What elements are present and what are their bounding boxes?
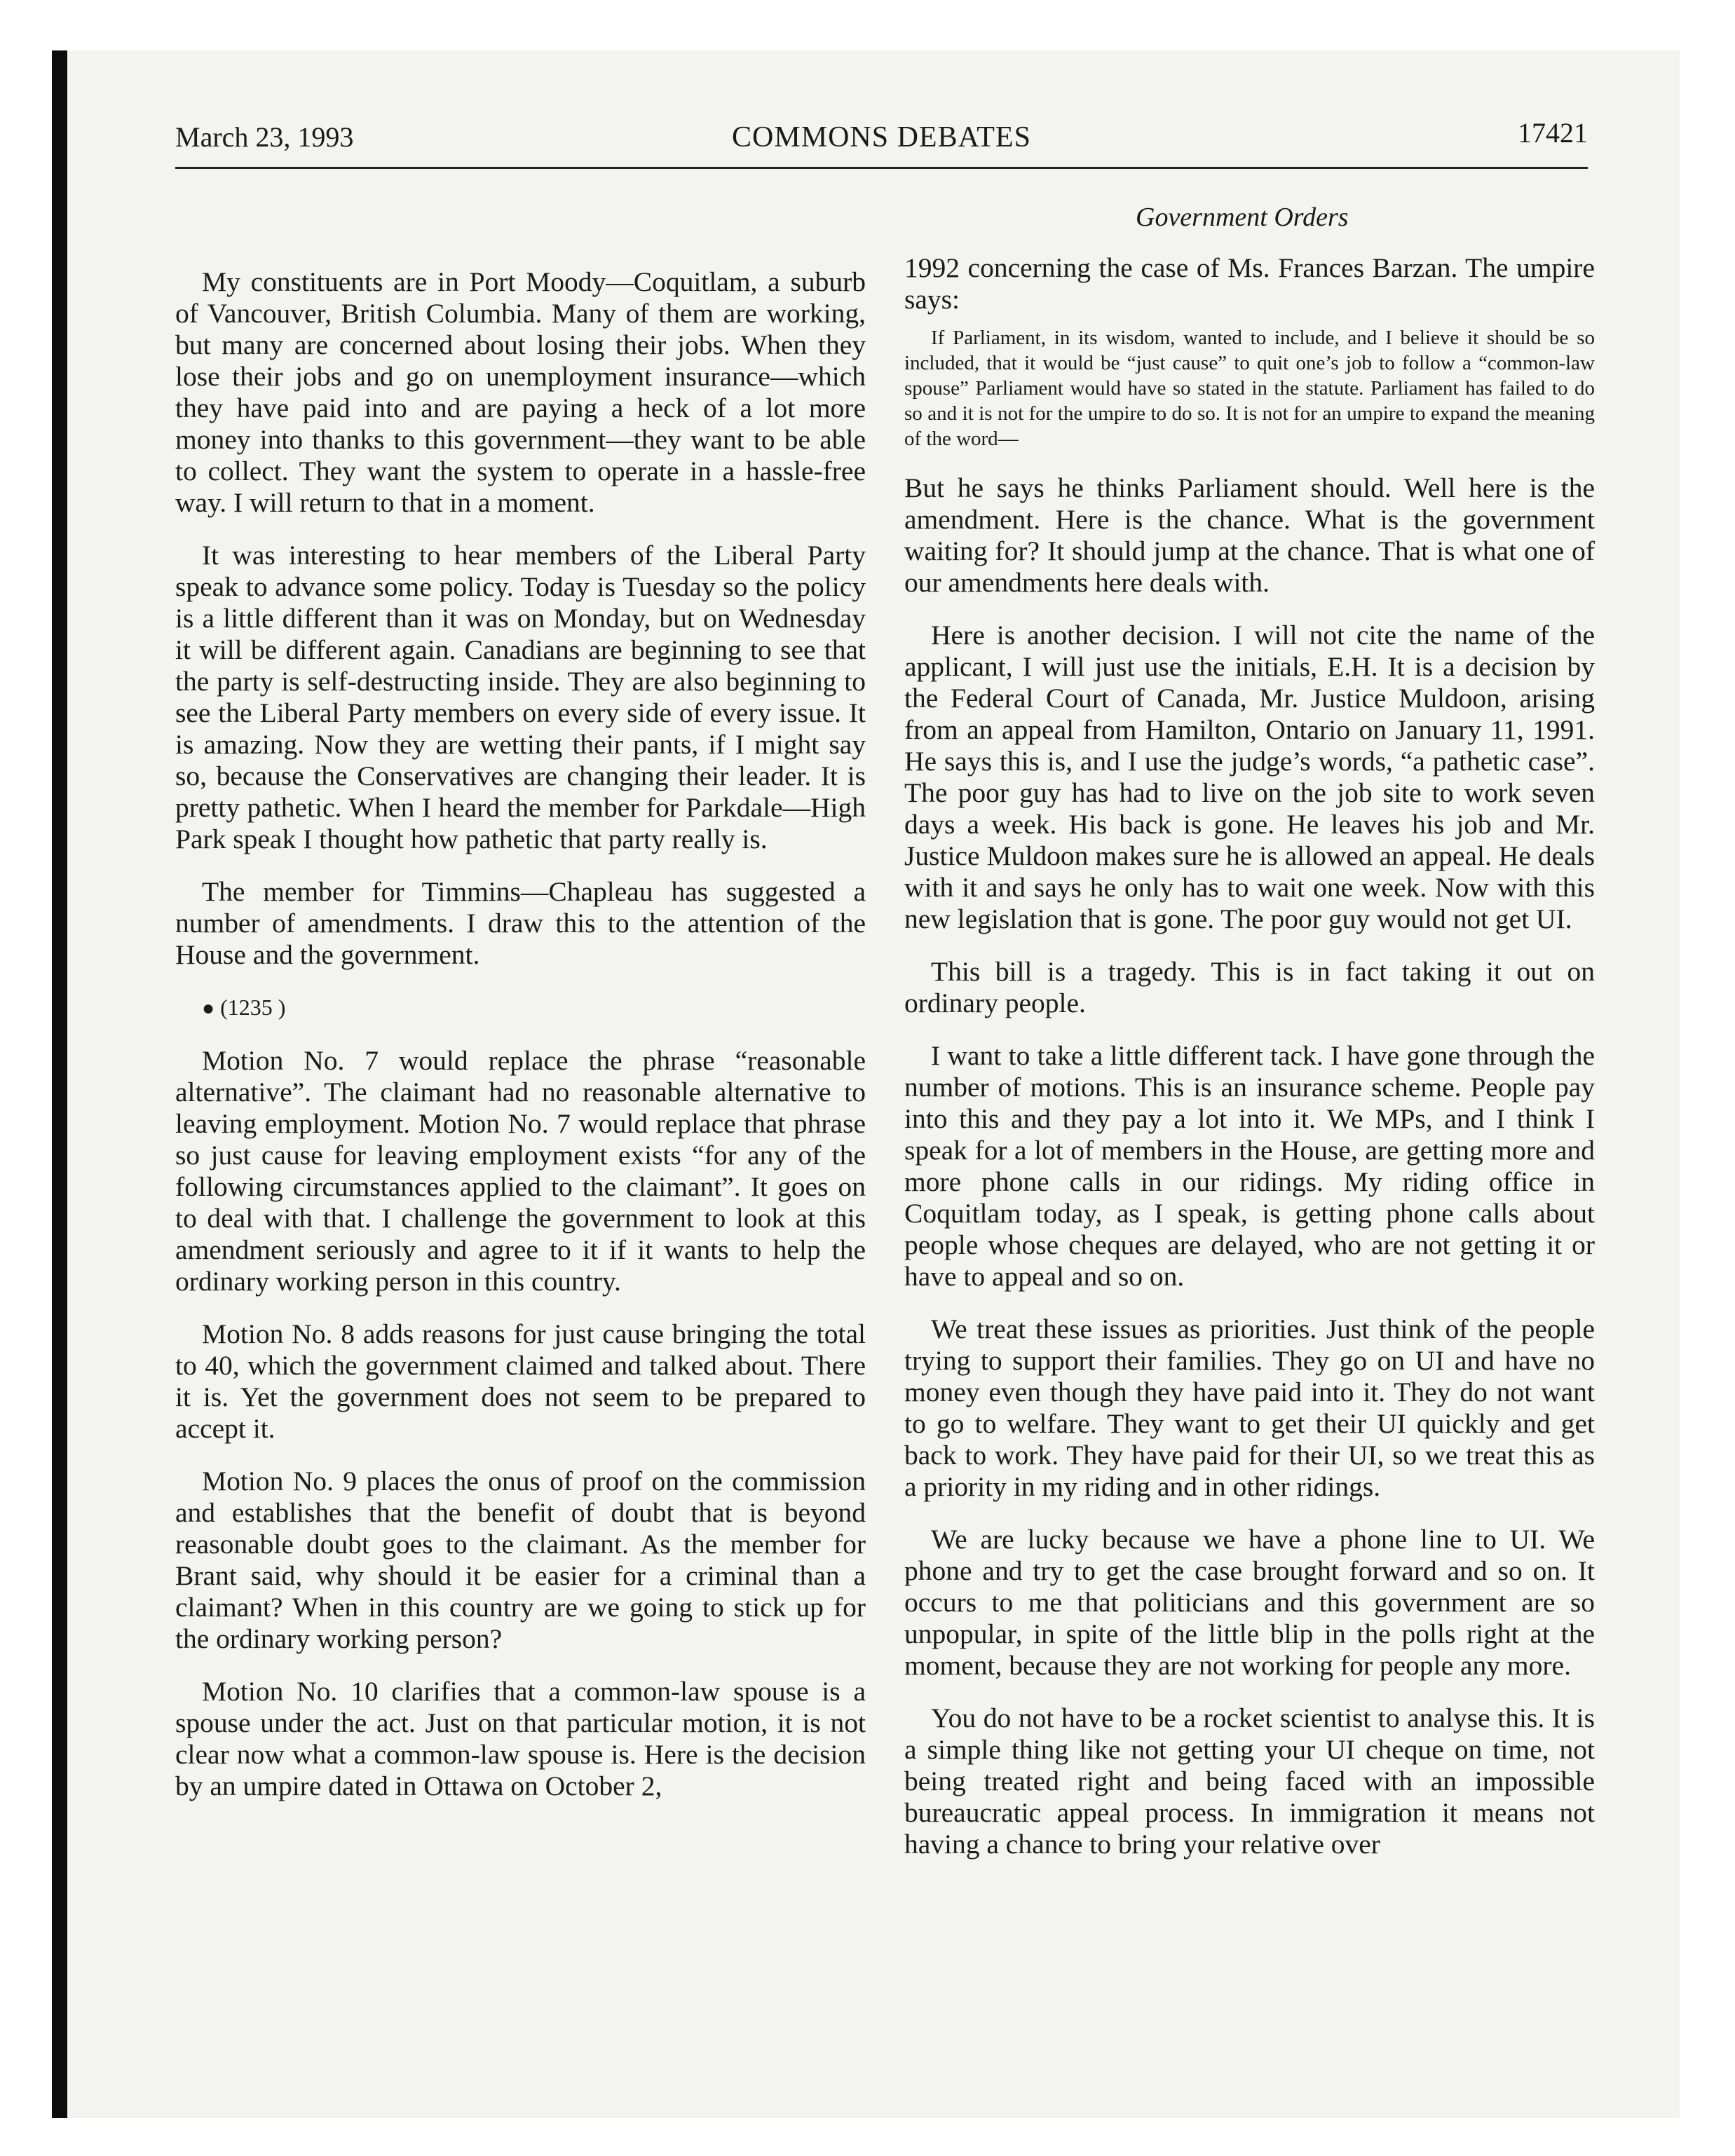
header-rule [175,167,1588,169]
paragraph: We are lucky because we have a phone line to UI. We phone and try to get the case brought forward and so on. It occurs to me that politicians and this government are so unpopular, in spite of the little blip in the polls right at the moment, because they are not working for people any more. [904,1524,1595,1681]
scan-edge [52,50,67,2118]
header-title: COMMONS DEBATES [732,121,1031,153]
paragraph: Motion No. 10 clarifies that a common-law spouse is a spouse under the act. Just on that particular motion, it is not clear now what a common-law spouse is. Here is the decision by an umpire dated in Ottawa on October 2, [175,1676,866,1801]
paragraph: My constituents are in Port Moody—Coquitlam, a suburb of Vancouver, British Columbia. Many of them are working, but many are concerned about losing their jobs. When they lose their jobs and go on unemployment insurance—which they have paid into and are paying a heck of a lot more money into thanks to this government—they want to be able to collect. They want the system to operate in a hassle-free way. I will return to that in a moment. [175,266,866,518]
section-title: Government Orders [1136,203,1349,232]
paragraph: We treat these issues as priorities. Just think of the people trying to support their families. They go on UI and have no money even though they have paid into it. They do not want to go to welfare. They want to get their UI quickly and get back to work. They have paid for their UI, so we treat this as a priority in my riding and in other ridings. [904,1314,1595,1502]
paragraph: I want to take a little different tack. I have gone through the number of motions. This is an insurance scheme. People pay into this and they pay a lot into it. We MPs, and I think I speak for a lot of members in the House, are getting more and more phone calls in our ridings. My riding office in Coquitlam today, as I speak, is getting phone calls about people whose cheques are delayed, who are not getting it or have to appeal and so on. [904,1040,1595,1292]
paragraph: Motion No. 9 places the onus of proof on the commission and establishes that the benefit of doubt that is beyond reasonable doubt goes to the claimant. As the member for Brant said, why should it be easier for a criminal than a claimant? When in this country are we going to stick up for the ordinary working person? [175,1466,866,1654]
paragraph: It was interesting to hear members of the Liberal Party speak to advance some policy. Today is Tuesday so the policy is a little different than it was on Monday, but on Wednesday it will be different again. Canadians are beginning to see that the party is self-destructing inside. They are also beginning to see the Liberal Party members on every side of every issue. It is amazing. Now they are wetting their pants, if I might say so, because the Conservatives are changing their leader. It is pretty pathetic. When I heard the member for Parkdale—High Park speak I thought how pathetic that party really is. [175,540,866,854]
right-column [904,252,1595,1881]
page-header [175,117,1588,163]
paragraph: Here is another decision. I will not cite the name of the applicant, I will just use the initials, E.H. It is a decision by the Federal Court of Canada, Mr. Justice Muldoon, arising from an appeal from Hamilton, Ontario on January 11, 1991. He says this is, and I use the judge’s words, “a pathetic case”. The poor guy has had to live on the job site to work seven days a week. His back is gone. He leaves his job and Mr. Justice Muldoon makes sure he is allowed an appeal. He deals with it and says he only has to wait one week. Now with this new legislation that is gone. The poor guy would not get UI. [904,620,1595,934]
paragraph: You do not have to be a rocket scientist to analyse this. It is a simple thing like not getting your UI cheque on time, not being treated right and being faced with an impossible bureaucratic appeal process. In immigration it means not having a chance to bring your relative over [904,1703,1595,1860]
header-date: March 23, 1993 [175,121,354,153]
bullet-icon: ● [202,997,215,1020]
header-page-number: 17421 [1518,117,1588,149]
paragraph: This bill is a tragedy. This is in fact taking it out on ordinary people. [904,956,1595,1018]
timestamp [175,992,866,1024]
timestamp-text: (1235 ) [220,995,286,1020]
paragraph: Motion No. 7 would replace the phrase “reasonable alternative”. The claimant had no reasonable alternative to leaving employment. Motion No. 7 would replace that phrase so just cause for leaving employment exists “for any of the following circumstances applied to the claimant”. It goes on to deal with that. I challenge the government to look at this amendment seriously and agree to it if it wants to help the ordinary working person in this country. [175,1045,866,1297]
left-column [175,266,866,1823]
paragraph: Motion No. 8 adds reasons for just cause bringing the total to 40, which the government claimed and talked about. There it is. Yet the government does not seem to be prepared to accept it. [175,1318,866,1444]
paragraph: 1992 concerning the case of Ms. Frances Barzan. The umpire says: [904,252,1595,315]
paragraph: The member for Timmins—Chapleau has suggested a number of amendments. I draw this to the attention of the House and the government. [175,876,866,970]
block-quote: If Parliament, in its wisdom, wanted to include, and I believe it should be so included, that it would be “just cause” to quit one’s job to follow a “common-law spouse” Parliament would have so stated in the statute. Parliament has failed to do so and it is not for the umpire to do so. It is not for an umpire to expand the meaning of the word— [904,327,1595,450]
paragraph: But he says he thinks Parliament should. Well here is the amendment. Here is the chance. What is the government waiting for? It should jump at the chance. That is what one of our amendments here deals with. [904,472,1595,598]
